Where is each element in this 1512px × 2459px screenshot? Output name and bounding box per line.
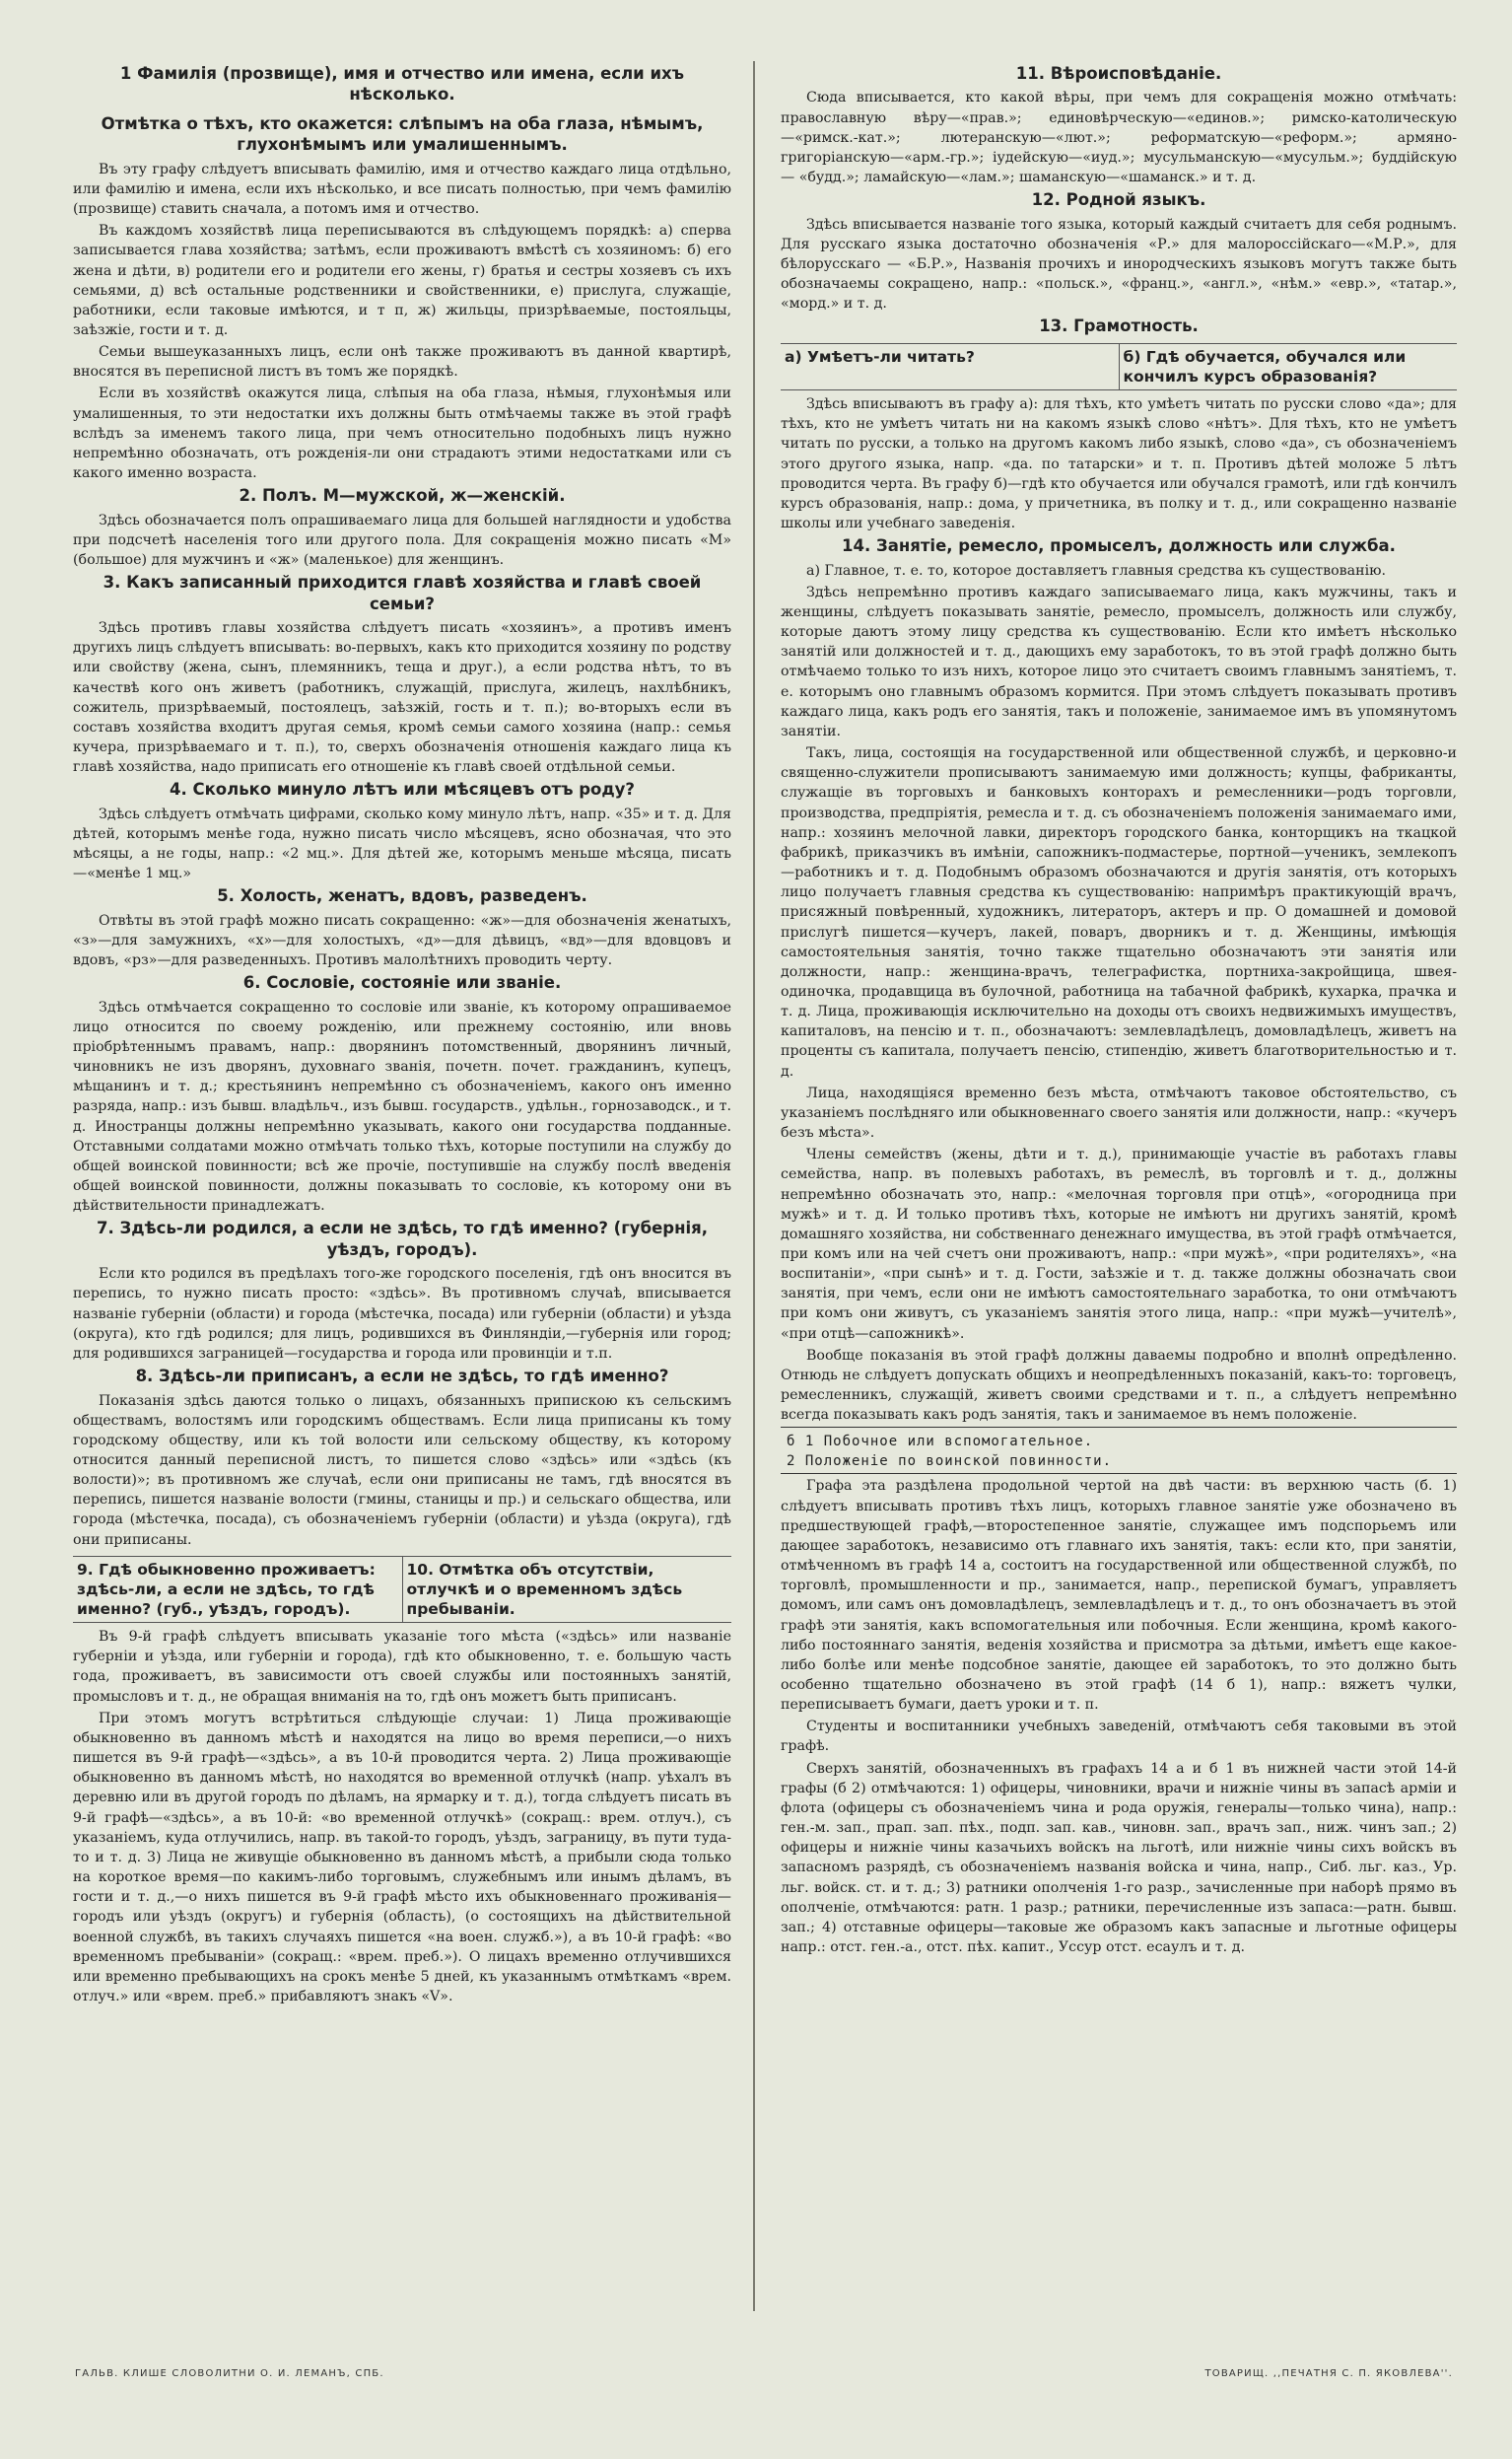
- paragraph: Сверхъ занятій, обозначенныхъ въ графахъ 14 а и б 1 въ нижней части этой 14-й графы (б 2) отмѣчаются: 1) офицеры, чиновники, врачи и нижніе чины въ запасѣ арміи и флота (офицеры съ обозначеніемъ чина и рода оружія, генералы—только чина), напр.: ген.-м. зап., прап. зап. пѣх., подп. зап. кав., чиновн. зап., врачъ зап., ниж. чинъ зап.; 2) офицеры и нижніе чины казачьихъ войскъ на льготѣ, или нижніе чины сихъ войскъ въ запасномъ разрядѣ, съ обозначеніемъ названія войска и чина, напр., Сиб. льг. каз., Ур. льг. войск. ст. и т. д.; 3) ратники ополченія 1-го разр., зачисленные при наборѣ прямо въ ополченіе, отмѣчаются: ратн. 1 разр.; ратники, перечисленные изъ запаса:—ратн. бывш. зап.; 4) отставные офицеры—таковые же образомъ какъ запасные и льготные офицеры напр.: отст. ген.-а., отст. пѣх. капит., Уссур отст. есаулъ и т. д.: [781, 1760, 1457, 1955]
- paragraph: При этомъ могутъ встрѣтиться слѣдующіе случаи: 1) Лица проживающіе обыкновенно въ данномъ мѣстѣ и находятся на лицо во время переписи,—о нихъ пишется въ 9-й графѣ—«здѣсь», а въ 10-й проводится черта. 2) Лица проживающіе обыкновенно въ данномъ мѣстѣ, но находятся во временной отлучкѣ (напр. уѣхалъ въ деревню или въ другой городъ по дѣламъ, на ярмарку и т. д.), тогда слѣдуетъ писать въ 9-й графѣ—«здѣсь», а въ 10-й: «во временной отлучкѣ» (сокращ.: врем. отлуч.), съ указаніемъ, куда отлучились, напр. въ такой-то городъ, уѣздъ, заграницу, въ пути туда-то и т. д. 3) Лица не живущіе обыкновенно въ данномъ мѣстѣ, а прибыли сюда только на короткое время—по какимъ-либо торговымъ, служебнымъ или инымъ дѣламъ, въ гости и т. д.,—о нихъ пишется въ 9-й графѣ мѣсто ихъ обыкновеннаго проживанія—городъ или уѣздъ (округъ) и губернія (область), (о состоящихъ на дѣйствительной военной службѣ, въ такихъ случаяхъ пишется «на воен. служб.»), а въ 10-й графѣ: «во временномъ пребываніи» (сокращ.: «врем. преб.»). О лицахъ временно отлучившихся или временно пребывающихъ на срокъ менѣе 5 дней, къ указаннымъ отмѣткамъ «врем. отлуч.» или «врем. преб.» прибавляютъ знакъ «V».: [73, 1710, 731, 2004]
- paragraph: Въ 9-й графѣ слѣдуетъ вписывать указаніе того мѣста («здѣсь» или названіе губерніи и уѣзда, или губерніи и города), гдѣ кто обыкновенно, т. е. большую часть года, проживаетъ, въ зависимости отъ своей службы или постоянныхъ занятій, промысловъ и т. д., не обращая вниманія на то, гдѣ онъ можетъ быть приписанъ.: [73, 1629, 731, 1705]
- paragraph: Здѣсь слѣдуетъ отмѣчать цифрами, сколько кому минуло лѣтъ, напр. «35» и т. д. Для дѣтей, которымъ менѣе года, нужно писать число мѣсяцевъ, ясно обозначая, что это мѣсяцы, а не годы, напр.: «2 мц.». Для дѣтей же, которымъ меньше мѣсяца, писать—«менѣе 1 мц.»: [73, 806, 731, 882]
- paragraph: Здѣсь отмѣчается сокращенно то сословіе или званіе, къ которому опрашиваемое лицо относится по своему рожденію, или прежнему состоянію, или вновь пріобрѣтеннымъ правамъ, напр.: дворянинъ потомственный, дворянинъ личный, чиновникъ не изъ дворянъ, духовнаго званія, почетн. почет. гражданинъ, купецъ, мѣщанинъ и т. д.; крестьянинъ непремѣнно съ обозначеніемъ, какого онъ именно разряда, напр.: изъ бывш. владѣльч., изъ бывш. государств., удѣльн., горнозаводск., и т. д. Иностранцы должны непремѣнно указывать, какого они государства подданные. Отставными солдатами можно отмѣчать только тѣхъ, которые поступили на службу до общей воинской повинности; всѣ же прочіе, поступившіе на службу послѣ введенія общей воинской повинности, должны показывать то сословіе, къ которому они въ дѣйствительности принадлежатъ.: [73, 999, 731, 1215]
- paragraph: а) Главное, т. е. то, которое доставляетъ главныя средства къ существованію.: [806, 562, 1386, 579]
- split-cell-10: [402, 1557, 732, 1622]
- paragraph: Здѣсь вписываютъ въ графу а): для тѣхъ, кто умѣетъ читать по русски слово «да»; для тѣхъ, кто не умѣетъ читать ни на какомъ языкѣ слово «нѣтъ». Для тѣхъ, кто не умѣетъ читать по русски, а только на другомъ какомъ либо языкѣ, слово «да», съ обозначеніемъ этого другого языка, напр. «да. по татарски» и т. п. Противъ дѣтей моложе 5 лѣтъ проводится черта. Въ графу б)—гдѣ кто обучается или обучался грамотѣ, или гдѣ кончилъ курсъ образованія, напр.: дома, у причетника, въ полку и т. д., или сокращенно названіе школы или учебнаго заведенія.: [781, 396, 1457, 532]
- heading-8: 8. Здѣсь-ли приписанъ, а если не здѣсь, то гдѣ именно?: [135, 1367, 669, 1386]
- paragraph: Лица, находящіяся временно безъ мѣста, отмѣчаютъ таковое обстоятельство, съ указаніемъ послѣдняго или обыкновеннаго своего занятія или должности, напр.: «кучеръ безъ мѣста».: [781, 1085, 1457, 1142]
- paragraph: Графа эта раздѣлена продольной чертой на двѣ части: въ верхнюю часть (б. 1) слѣдуетъ вписывать противъ тѣхъ лицъ, которыхъ главное занятіе уже обозначено въ предшествующей графѣ,—второстепенное занятіе, служащее имъ подспорьемъ или дающее заработокъ, независимо отъ главнаго ихъ занятія, такъ: если кто, при занятіи, отмѣченномъ въ графѣ 14 а, состоитъ на государственной или общественной службѣ, по торговлѣ, промышленности и пр., занимается, напр., перепиской бумагъ, управляетъ домомъ, или самъ онъ домовладѣлецъ, землевладѣлецъ и т. д., то онъ обозначаетъ въ этой графѣ эти занятія, какъ вспомогательныя или побочныя. Если женщина, кромѣ какого-либо постояннаго занятія, веденія хозяйства и присмотра за дѣтьми, имѣетъ еще какое-либо болѣе или менѣе подсобное занятіе, дающее ей заработокъ, то это должно быть особенно тщательно обозначено въ этой графѣ (14 б 1), напр.: вяжетъ чулки, переписываетъ бумаги, даетъ уроки и т. п.: [781, 1478, 1457, 1714]
- paragraph: Семьи вышеуказанныхъ лицъ, если онѣ также проживаютъ въ данной квартирѣ, вносятся въ переписной листъ въ томъ же порядкѣ.: [73, 344, 731, 381]
- split-cell-13a: [781, 344, 1119, 389]
- left-column: [73, 61, 731, 2321]
- heading-10: 10. Отмѣтка объ отсутствіи, отлучкѣ и о временномъ здѣсь пребываніи.: [406, 1560, 683, 1619]
- paragraph: Студенты и воспитанники учебныхъ заведеній, отмѣчаютъ себя таковыми въ этой графѣ.: [781, 1719, 1457, 1755]
- heading-7: 7. Здѣсь-ли родился, а если не здѣсь, то гдѣ именно? (губернія, уѣздъ, городъ).: [96, 1219, 709, 1259]
- heading-3: 3. Какъ записанный приходится главѣ хозяйства и главѣ своей семьи?: [103, 573, 702, 613]
- heading-4: 4. Сколько минуло лѣтъ или мѣсяцевъ отъ роду?: [169, 780, 636, 800]
- paragraph: Здѣсь обозначается полъ опрашиваемаго лица для большей наглядности и удобства при подсчетѣ населенія того или другого пола. Для сокращенія можно писать «М» (большое) для мужчинъ и «ж» (маленькое) для женщинъ.: [73, 512, 731, 568]
- heading-13b: б) Гдѣ обучается, обучался или кончилъ курсъ образованія?: [1123, 347, 1407, 386]
- paragraph: Члены семействъ (жены, дѣти и т. д.), принимающіе участіе въ работахъ главы семейства, напр. въ полевыхъ работахъ, въ ремеслѣ, въ торговлѣ и т. д., должны непремѣнно обозначать это, напр.: «мелочная торговля при отцѣ», «огородница при мужѣ» и т. д. И только противъ тѣхъ, которые не имѣютъ ни другихъ занятій, кромѣ домашняго хозяйства, ни собственнаго денежнаго имущества, въ этой графѣ отмѣчается, при комъ или на чей счетъ они проживаютъ, напр.: «при мужѣ», «при родителяхъ», «на воспитаніи», «при сынѣ» и т. д. Гости, заѣзжіе и т. д. также должны обозначать свои занятія, при чемъ, если они не имѣютъ самостоятельнаго заработка, то они отмѣчаютъ при комъ они живутъ, съ указаніемъ занятія этого лица, напр.: «при мужѣ—учителѣ», «при отцѣ—сапожникѣ».: [781, 1147, 1457, 1342]
- heading-1b: Отмѣтка о тѣхъ, кто окажется: слѣпымъ на оба глаза, нѣмымъ, глухонѣмымъ или умалишеннымъ.: [101, 113, 704, 155]
- paragraph: Здѣсь непремѣнно противъ каждаго записываемаго лица, какъ мужчины, такъ и женщины, слѣдуетъ показывать занятіе, ремесло, промыселъ, должность или службу, которые даютъ этому лицу средства къ существованію. Если кто имѣетъ нѣсколько занятій или должностей и т. д., дающихъ ему заработокъ, то въ этой графѣ должно быть отмѣчаемо только то изъ нихъ, которое лицо это считаетъ своимъ главнымъ занятіемъ, т. е. которымъ оно главнымъ образомъ кормится. При этомъ слѣдуетъ показывать противъ каждаго лица, какъ родъ его занятія, такъ и положеніе, занимаемое имъ въ упомянутомъ занятіи.: [781, 584, 1457, 739]
- split-heading-13: [781, 343, 1457, 390]
- heading-12: 12. Родной языкъ.: [1031, 190, 1206, 210]
- heading-5: 5. Холость, женатъ, вдовъ, разведенъ.: [217, 886, 587, 906]
- paragraph: Если въ хозяйствѣ окажутся лица, слѣпыя на оба глаза, нѣмыя, глухонѣмыя или умалишенныя, то эти недостатки ихъ должны быть отмѣчаемы также въ этой графѣ вслѣдъ за именемъ такого лица, при чемъ относительно подобныхъ лицъ нужно непремѣнно обозначать, отъ рожденія-ли они страдаютъ этими недостатками или съ какого именно возраста.: [73, 386, 731, 482]
- subsection-box: [781, 1427, 1457, 1474]
- paragraph: Отвѣты въ этой графѣ можно писать сокращенно: «ж»—для обозначенія женатыхъ, «з»—для замужнихъ, «х»—для холостыхъ, «д»—для дѣвицъ, «вд»—для вдовцовъ и вдовъ, «рз»—для разведенныхъ. Противъ малолѣтнихъ проводить черту.: [73, 912, 731, 969]
- heading-6: 6. Сословіе, состояніе или званіе.: [242, 973, 562, 993]
- paragraph: Здѣсь вписывается названіе того языка, который каждый считаетъ для себя роднымъ. Для русскаго языка достаточно обозначенія «Р.» для малороссійскаго—«М.Р.», для бѣлорусскаго — «Б.Р.», Названія прочихъ и инородческихъ языковъ могутъ также быть обозначаемы сокращено, напр.: «польск.», «франц.», «англ.», «нѣм.» «евр.», «татар.», «морд.» и т. д.: [781, 216, 1457, 313]
- heading-13a: а) Умѣетъ-ли читать?: [785, 347, 975, 366]
- paragraph: Сюда вписывается, кто какой вѣры, при чемъ для сокращенія можно отмѣчать: православную вѣру—«прав.»; единовѣрческую—«единов.»; римско-католическую—«римск.-кат.»; лютеранскую—«лют.»; реформатскую—«реформ.»; армяно-григоріанскую—«арм.-гр.»; іудейскую—«иуд.»; мусульманскую—«мусульм.»; буддійскую — «будд.»; ламайскую—«лам.»; шаманскую—«шаманск.» и т. д.: [781, 90, 1457, 186]
- subsection-b2: 2 Положеніе по воинской повинности.: [787, 1453, 1113, 1470]
- paragraph: Если кто родился въ предѣлахъ того-же городского поселенія, гдѣ онъ вносится въ перепись, то нужно писать просто: «здѣсь». Въ противномъ случаѣ, вписывается названіе губерніи (области) и города (мѣстечка, посада) или губерніи (области) и уѣзда (округа), кто гдѣ родился; для лицъ, родившихся въ Финляндіи,—губернія или город; для родившихся заграницей—государства и города или провинціи и т.п.: [73, 1266, 731, 1362]
- subsection-b1: б 1 Побочное или вспомогательное.: [787, 1434, 1094, 1450]
- split-cell-9: [73, 1557, 402, 1622]
- split-cell-13b: [1119, 344, 1458, 389]
- column-divider: [753, 61, 755, 2311]
- footer-left: ГАЛЬВ. КЛИШЕ СЛОВОЛИТНИ О. И. ЛЕМАНЪ, СПБ.: [75, 2368, 384, 2379]
- split-heading-9-10: [73, 1556, 731, 1623]
- heading-13: 13. Грамотность.: [1039, 316, 1199, 336]
- heading-1: 1 Фамилія (прозвище), имя и отчество или имена, если ихъ нѣсколько.: [119, 64, 685, 105]
- heading-11: 11. Вѣроисповѣданіе.: [1015, 64, 1222, 83]
- heading-14: 14. Занятіе, ремесло, промыселъ, должность или служба.: [842, 536, 1396, 556]
- paragraph: Показанія здѣсь даются только о лицахъ, обязанныхъ припискою къ сельскимъ обществамъ, волостямъ или городскимъ обществамъ. Если лица приписаны къ тому городскому обществу, или къ той волости или сельскому обществу, къ которому относится данный переписной листъ, то пишется слово «здѣсь» или «здѣсь (къ волости)»; въ противномъ же случаѣ, если они приписаны не тамъ, гдѣ вносятся въ перепись, пишется названіе волости (гмины, станицы и пр.) и сельскаго общества, или города (мѣстечка, посада), съ обозначеніемъ губерніи (области) и уѣзда (округа), гдѣ они приписаны.: [73, 1392, 731, 1548]
- paragraph: Здѣсь противъ главы хозяйства слѣдуетъ писать «хозяинъ», а противъ именъ другихъ лицъ слѣдуетъ вписывать: во-первыхъ, какъ кто приходится хозяину по родству или свойству (жена, сынъ, племянникъ, теща и друг.), а если родства нѣтъ, то въ качествѣ кого онъ живетъ (работникъ, служащій, прислуга, жилецъ, нахлѣбникъ, сожитель, призрѣваемый, постоялецъ, заѣзжій, гость и т. п.); во-вторыхъ если въ составъ хозяйства входитъ другая семья, кромѣ семьи самого хозяина (напр.: семья кучера, призрѣваемаго и т. п.), то, сверхъ обозначенія отношенія каждаго лица къ главѣ хозяйства, надо приписать его отношеніе къ главѣ своей отдѣльной семьи.: [73, 620, 731, 776]
- paragraph: Въ каждомъ хозяйствѣ лица переписываются въ слѣдующемъ порядкѣ: а) сперва записывается глава хозяйства; затѣмъ, если проживаютъ вмѣстѣ съ хозяиномъ: б) его жена и дѣти, в) родители его и родители его жены, г) братья и сестры хозяевъ съ ихъ семьями, д) всѣ остальные родственники и свойственники, е) прислуга, служащіе, работники, если таковые имѣются, и т п, ж) жильцы, призрѣваемые, постояльцы, заѣзжіе, гости и т. д.: [73, 223, 731, 338]
- paragraph: Въ эту графу слѣдуетъ вписывать фамилію, имя и отчество каждаго лица отдѣльно, или фамилію и имена, если ихъ нѣсколько, и все писать полностью, при чемъ фамилію (прозвище) ставить сначала, а потомъ имя и отчество.: [73, 161, 731, 218]
- right-column: [781, 61, 1457, 2321]
- heading-9: 9. Гдѣ обыкновенно проживаетъ: здѣсь-ли, а если не здѣсь, то гдѣ именно? (губ., уѣздъ, городъ).: [77, 1560, 376, 1619]
- footer-right: ТОВАРИЩ. ,,ПЕЧАТНЯ С. П. ЯКОВЛЕВА''.: [1204, 2368, 1453, 2379]
- footer: [0, 2368, 1512, 2388]
- heading-2: 2. Полъ. М—мужской, ж—женскій.: [239, 486, 566, 506]
- paragraph: Вообще показанія въ этой графѣ должны даваемы подробно и вполнѣ опредѣленно. Отнюдь не слѣдуетъ допускать общихъ и неопредѣленныхъ показаній, какъ-то: торговецъ, ремесленникъ, служащій, живетъ своими средствами и т. п., а слѣдуетъ непремѣнно всегда показывать какъ родъ занятія, такъ и занимаемое въ немъ положеніе.: [781, 1347, 1457, 1424]
- paragraph: Такъ, лица, состоящія на государственной или общественной службѣ, и церковно-и священно-служители прописываютъ занимаемую ими должность; купцы, фабриканты, служащіе въ торговыхъ и банковыхъ конторахъ и ремесленники—родъ торговли, производства, предпріятія, ремесла и т. д. съ обозначеніемъ положенія занимаемаго ими, напр.: хозяинъ мелочной лавки, директоръ городского банка, конторщикъ на ткацкой фабрикѣ, приказчикъ въ имѣніи, сапожникъ-подмастерье, портной—ученикъ, землекопъ—работникъ и т. д. Подобнымъ образомъ обозначаются и другія занятія, отъ которыхъ лицо получаетъ главныя средства къ существованію: напримѣръ практикующій врачъ, присяжный повѣренный, художникъ, литераторъ, актеръ и пр. О домашней и домовой прислугѣ пишется—кучеръ, лакей, поваръ, дворникъ и т. д. Женщины, имѣющія самостоятельныя занятія, точно также тщательно обозначаютъ эти занятія или должности, напр.: женщина-врачъ, телеграфистка, портниха-закройщица, швея-одиночка, продавщица въ булочной, работница на табачной фабрикѣ, кухарка, прачка и т. д. Лица, проживающія исключительно на доходы отъ своихъ недвижимыхъ имуществъ, капиталовъ, на пенсію и т. п., обозначаютъ: землевладѣлецъ, домовладѣлецъ, живетъ на проценты съ капитала, получаетъ пенсію, стипендію, живетъ благотворительностью и т. д.: [781, 745, 1457, 1080]
